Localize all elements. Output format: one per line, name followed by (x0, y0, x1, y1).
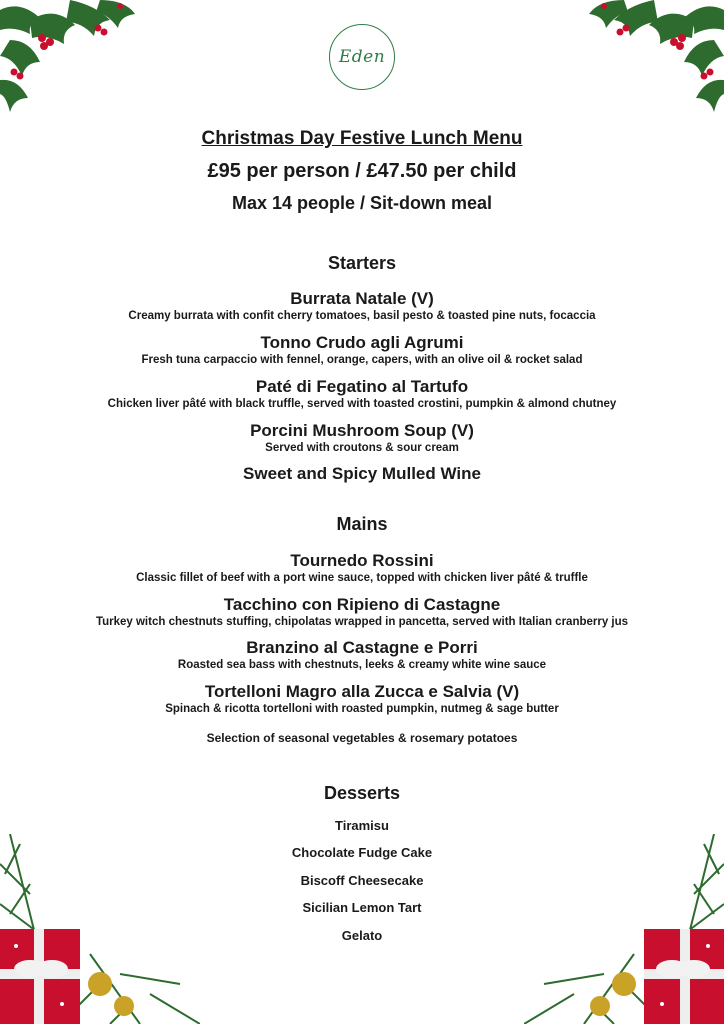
main-name: Tournedo Rossini (290, 551, 434, 570)
main-desc: Turkey witch chestnuts stuffing, chipolatas wrapped in pancetta, served with Italian cranberry jus (95, 616, 629, 628)
desserts-heading: Desserts (323, 783, 401, 803)
starter-name: Paté di Fegatino al Tartufo (255, 377, 469, 396)
dessert-item: Chocolate Fudge Cake (291, 845, 433, 860)
mains-heading: Mains (336, 514, 388, 534)
starter-desc: Creamy burrata with confit cherry tomatoes, basil pesto & toasted pine nuts, focaccia (128, 310, 596, 322)
eden-logo (329, 24, 395, 90)
starter-name: Porcini Mushroom Soup (V) (250, 421, 474, 440)
holly-top-right-icon (574, 0, 724, 130)
starter-desc: Chicken liver pâté with black truffle, served with toasted crostini, pumpkin & almond chutney (107, 398, 617, 410)
dessert-item: Sicilian Lemon Tart (302, 900, 422, 915)
menu-capacity: Max 14 people / Sit-down meal (231, 193, 493, 213)
main-desc: Roasted sea bass with chestnuts, leeks & creamy white wine sauce (177, 659, 547, 671)
starters-heading: Starters (327, 253, 397, 273)
dessert-item: Biscoff Cheesecake (300, 873, 424, 888)
main-desc: Spinach & ricotta tortelloni with roasted pumpkin, nutmeg & sage butter (165, 703, 559, 715)
holly-top-left-icon (0, 0, 150, 130)
main-name: Branzino al Castagne e Porri (246, 638, 478, 657)
starter-name: Sweet and Spicy Mulled Wine (243, 464, 481, 483)
menu-title: Christmas Day Festive Lunch Menu (201, 128, 523, 149)
mains-sides: Selection of seasonal vegetables & rosemary potatoes (206, 731, 518, 745)
starter-name: Burrata Natale (V) (290, 289, 434, 308)
starter-desc: Fresh tuna carpaccio with fennel, orange, capers, with an olive oil & rocket salad (141, 354, 583, 366)
menu-price: £95 per person / £47.50 per child (207, 160, 517, 182)
dessert-item: Tiramisu (335, 818, 389, 833)
logo-text: Eden (338, 47, 386, 67)
main-desc: Classic fillet of beef with a port wine sauce, topped with chicken liver pâté & truffle (136, 572, 588, 584)
starter-desc: Served with croutons & sour cream (265, 442, 459, 454)
dessert-item: Gelato (341, 928, 383, 943)
main-name: Tortelloni Magro alla Zucca e Salvia (V) (204, 682, 520, 701)
main-name: Tacchino con Ripieno di Castagne (223, 595, 501, 614)
starter-name: Tonno Crudo agli Agrumi (260, 333, 464, 352)
